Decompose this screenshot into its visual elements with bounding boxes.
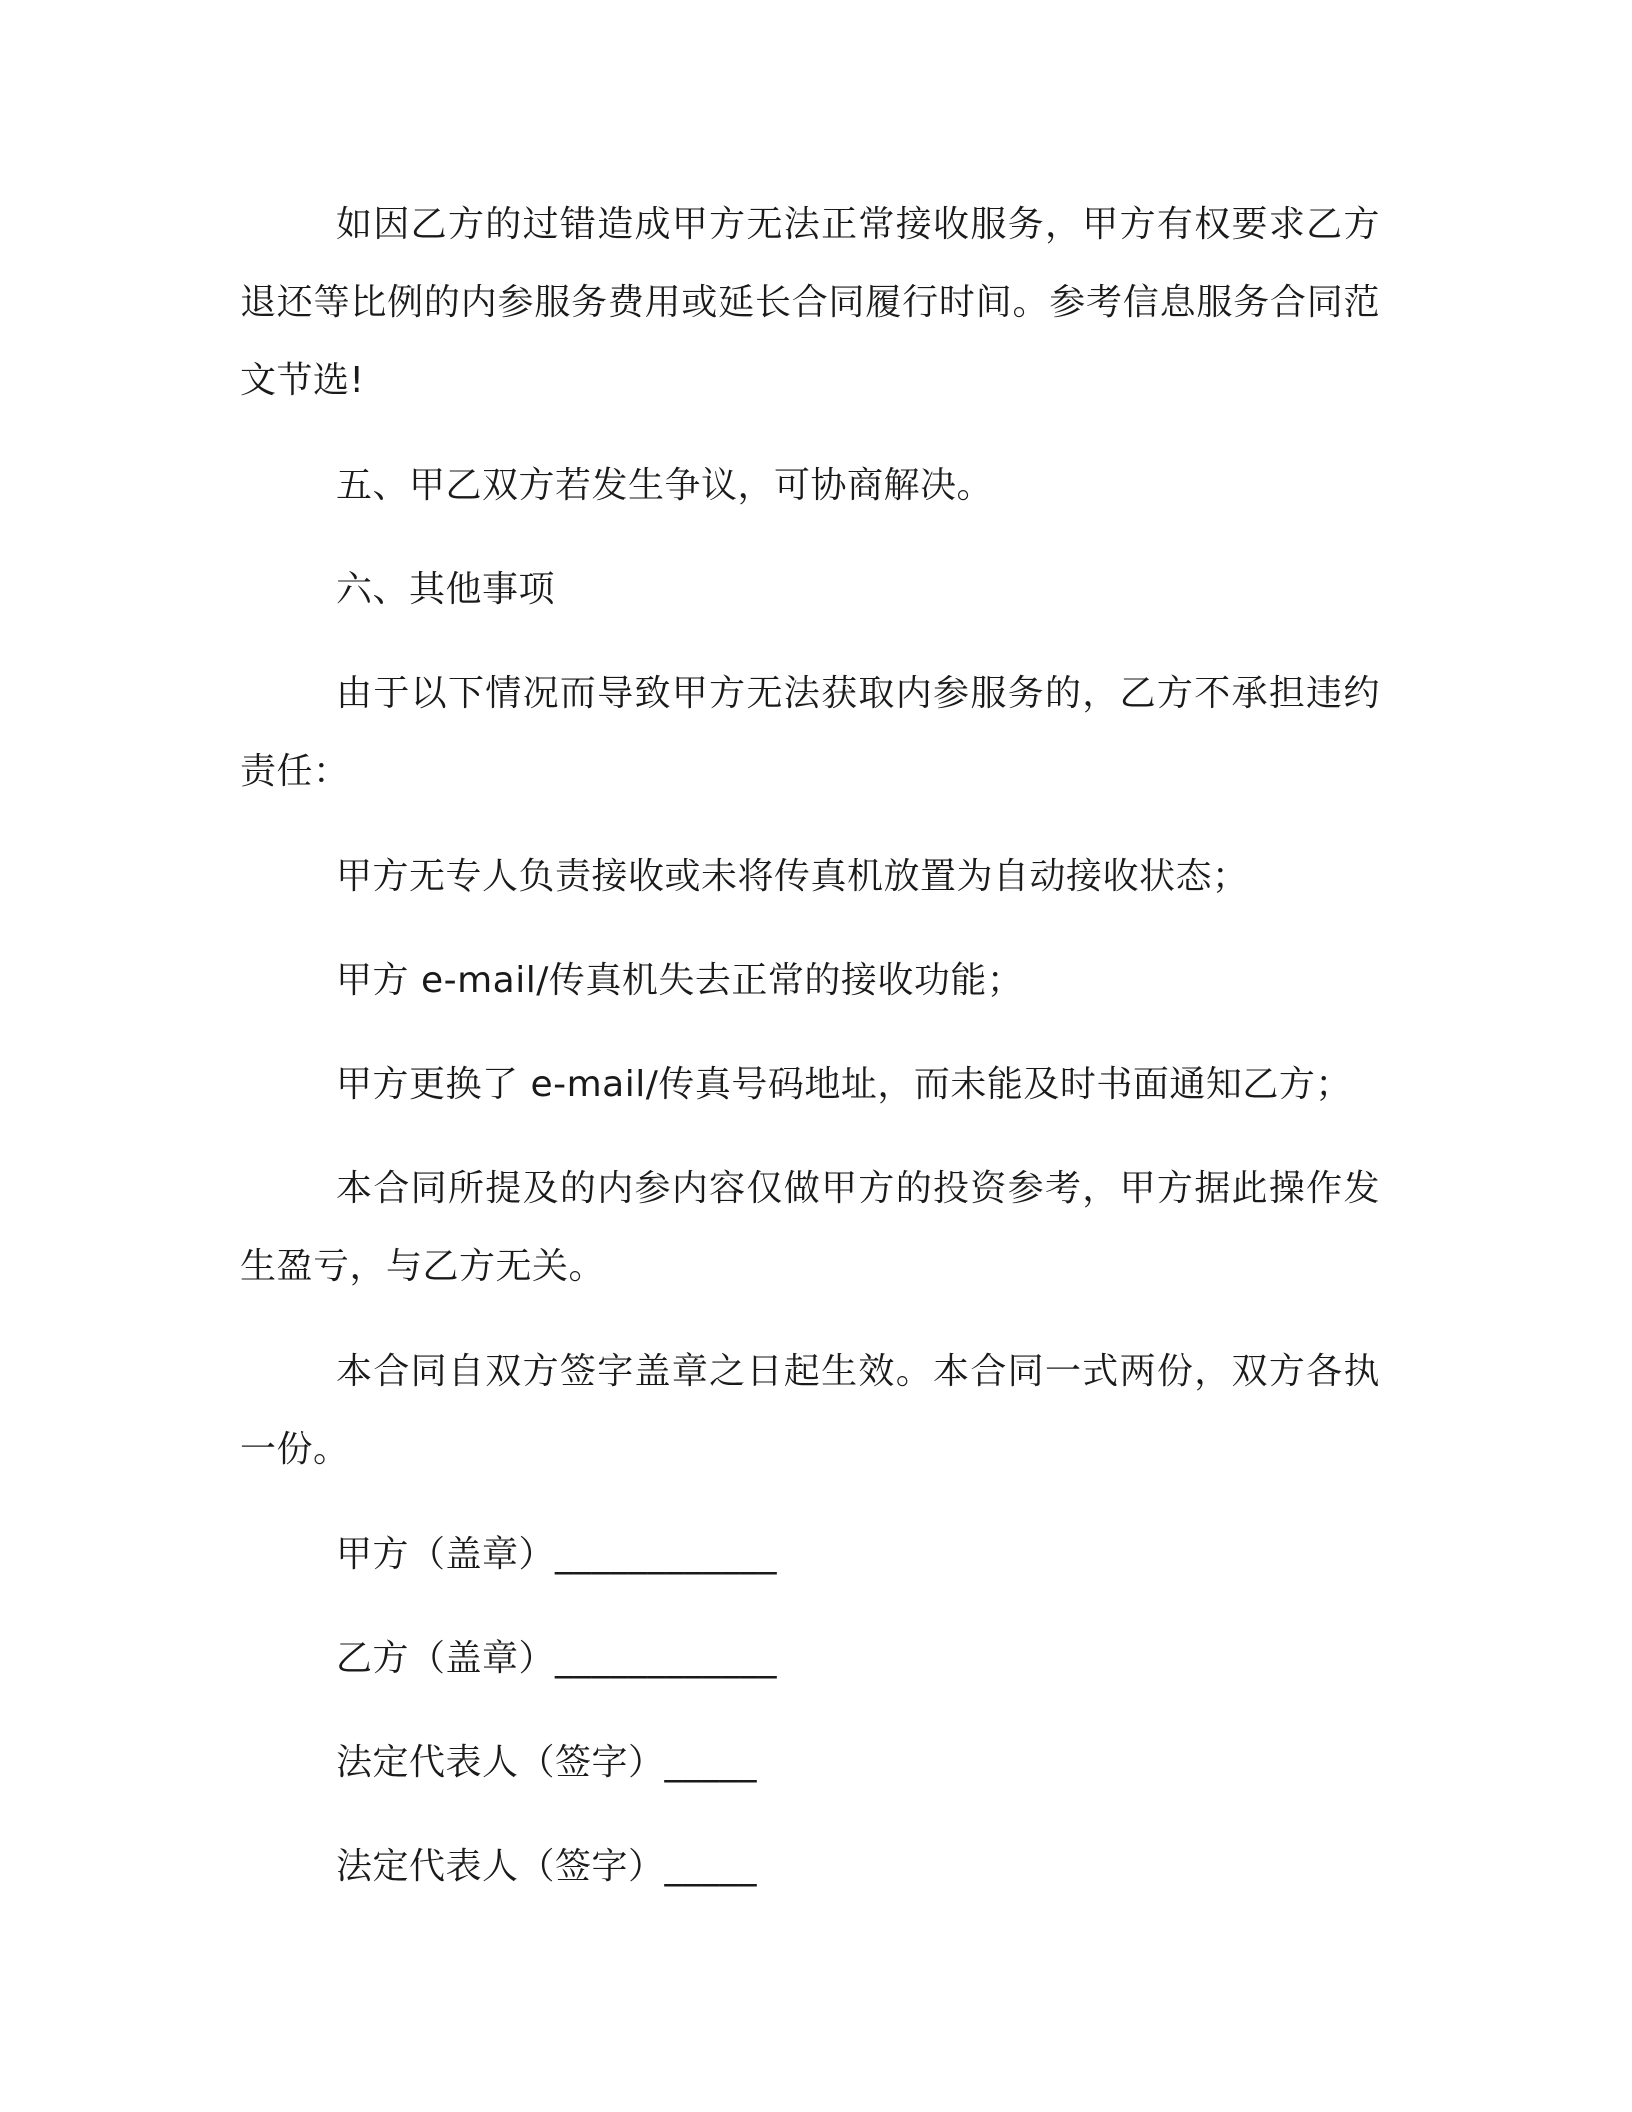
- paragraph-exemption-intro: 由于以下情况而导致甲方无法获取内参服务的，乙方不承担违约责任：: [240, 673, 1380, 792]
- paragraph-section-six-heading: 六、其他事项: [336, 569, 556, 610]
- document-page: [240, 186, 1380, 1906]
- signature-party-b: 乙方（盖章）____________: [336, 1638, 778, 1679]
- paragraph-section-five: 五、甲乙双方若发生争议，可协商解决。: [336, 465, 994, 506]
- paragraph-investment-disclaimer: 本合同所提及的内参内容仅做甲方的投资参考，甲方据此操作发生盈亏，与乙方无关。: [240, 1168, 1380, 1287]
- paragraph-exemption-item-3: 甲方更换了 e-mail/传真号码地址，而未能及时书面通知乙方；: [336, 1064, 1352, 1105]
- signature-party-a: 甲方（盖章）____________: [336, 1534, 778, 1575]
- paragraph-refund-clause: 如因乙方的过错造成甲方无法正常接收服务，甲方有权要求乙方退还等比例的内参服务费用或延长合同履行时间。参考信息服务合同范文节选!: [240, 204, 1380, 401]
- paragraph-effective-clause: 本合同自双方签字盖章之日起生效。本合同一式两份，双方各执一份。: [240, 1351, 1380, 1470]
- paragraph-exemption-item-1: 甲方无专人负责接收或未将传真机放置为自动接收状态；: [336, 856, 1249, 897]
- signature-legal-rep-2: 法定代表人（签字）_____: [336, 1846, 758, 1887]
- paragraph-exemption-item-2: 甲方 e-mail/传真机失去正常的接收功能；: [336, 960, 1024, 1001]
- signature-legal-rep-1: 法定代表人（签字）_____: [336, 1742, 758, 1783]
